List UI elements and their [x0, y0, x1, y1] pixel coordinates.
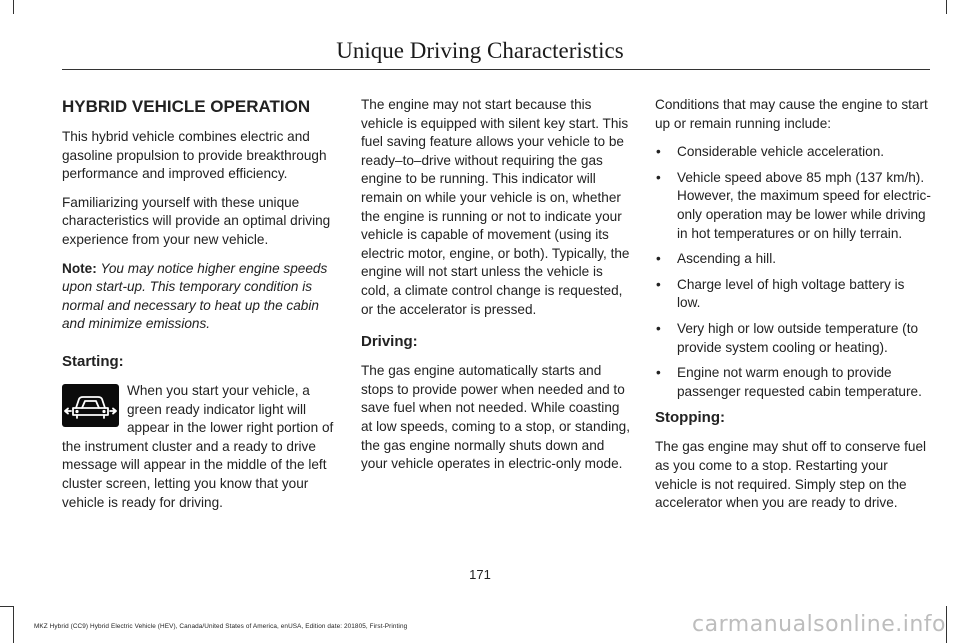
crop-mark-bottom-right-v [946, 606, 947, 643]
header-divider [62, 69, 930, 70]
paragraph-intro: This hybrid vehicle combines electric and gasoline propulsion to provide breakthrough performance and improved efficiency. [62, 129, 327, 182]
watermark: carmanualsonline.info [692, 612, 946, 637]
list-item: • Charge level of high voltage battery is low. [655, 276, 931, 313]
note-label: Note: [62, 260, 97, 276]
starting-heading: Starting: [62, 352, 124, 370]
section-heading: HYBRID VEHICLE OPERATION [62, 97, 311, 116]
stopping-text: The gas engine may shut off to conserve fuel as you come to a stop. Restarting your vehicle is not required. Simply step on the accelerator when you are ready to drive. [655, 439, 927, 511]
list-item: • Considerable vehicle acceleration. [655, 143, 931, 162]
crop-mark-bottom-left-h [0, 606, 14, 607]
page-header-title: Unique Driving Characteristics [336, 38, 624, 63]
list-item: • Engine not warm enough to provide passenger requested cabin temperature. [655, 364, 931, 401]
page-number: 171 [469, 567, 491, 582]
crop-mark-top-left [13, 0, 14, 14]
list-item: • Vehicle speed above 85 mph (137 km/h). However, the maximum speed for electric-only operation may be lower while driving in hot temperatures or on hilly terrain. [655, 169, 931, 243]
stopping-heading: Stopping: [655, 409, 725, 427]
list-item: • Ascending a hill. [655, 250, 931, 269]
paragraph-familiarize: Familiarizing yourself with these unique characteristics will provide an optimal driving experience from your new vehicle. [62, 194, 331, 247]
column-middle [361, 96, 633, 484]
crop-mark-top-right [946, 0, 947, 14]
driving-heading: Driving: [361, 333, 418, 351]
column-left [62, 96, 338, 522]
ready-indicator-car-icon [62, 384, 119, 427]
starting-text: When you start your vehicle, a green ready indicator light will appear in the lower right portion of the instrument cluster and a ready to drive message will appear in the middle of the left cluster screen, letting you know that your vehicle is ready for driving. [62, 382, 334, 510]
note-text: You may notice higher engine speeds upon start-up. This temporary condition is normal and necessary to heat up the cabin and minimize emissions. [62, 260, 328, 332]
crop-mark-bottom-left-v [13, 606, 14, 643]
conditions-intro: Conditions that may cause the engine to start up or remain running include: [655, 97, 928, 131]
list-item: • Very high or low outside temperature (to provide system cooling or heating). [655, 320, 931, 357]
paragraph-silent-key-start: The engine may not start because this vehicle is equipped with silent key start. This fuel saving feature allows your vehicle to be ready–to–drive without requiring the gas engine to be running. This indicator will remain on while your vehicle is on, whether the engine is running or not to indicate your vehicle is capable of movement (using its electric motor, engine, or both). Typically, the engine will not start unless the vehicle is cold, a climate control change is requested, or the accelerator is pressed. [361, 97, 630, 317]
column-right [655, 96, 931, 523]
conditions-list [655, 143, 931, 401]
note [62, 260, 338, 334]
driving-text: The gas engine automatically starts and stops to provide power when needed and to save fuel when not needed. While coasting at low speeds, coming to a stop, or standing, the gas engine normally shuts down and your vehicle operates in electric-only mode. [361, 363, 631, 472]
edition-footer: MKZ Hybrid (CC9) Hybrid Electric Vehicle (HEV), Canada/United States of America, enUSA, Edition date: 201805, First-Printing [34, 623, 408, 630]
